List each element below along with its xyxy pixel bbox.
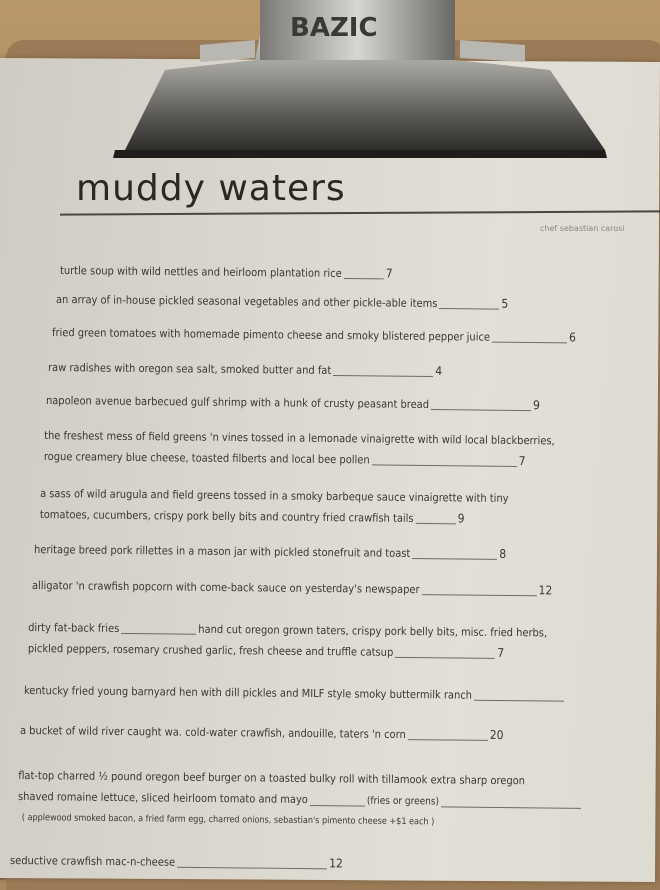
item-text: seductive crawfish mac-n-cheese bbox=[9, 854, 176, 869]
leader-dots bbox=[439, 308, 499, 310]
item-price: 9 bbox=[532, 398, 540, 413]
item-text: fried green tomatoes with homemade pimento cheese and smoky blistered pepper juice bbox=[51, 326, 491, 344]
item-price: 9 bbox=[457, 511, 465, 526]
item-price: 4 bbox=[435, 364, 443, 379]
item-note: (fries or greens) bbox=[366, 795, 440, 808]
menu-item bbox=[10, 850, 343, 874]
leader-dots bbox=[416, 523, 456, 524]
menu-item bbox=[60, 260, 393, 284]
leader-dots bbox=[412, 558, 497, 560]
clip-brand-text: BAZIC bbox=[290, 13, 378, 43]
menu-item bbox=[18, 765, 584, 835]
leader-dots bbox=[333, 375, 433, 377]
item-price: 20 bbox=[489, 727, 504, 743]
menu-item bbox=[28, 617, 547, 664]
leader-dots bbox=[431, 409, 531, 411]
leader-dots bbox=[344, 278, 384, 279]
item-text: tomatoes, cucumbers, crispy pork belly bits and country fried crawfish tails bbox=[39, 507, 414, 525]
item-text: heritage breed pork rillettes in a mason jar with pickled stonefruit and toast bbox=[33, 543, 411, 560]
leader-dots bbox=[310, 805, 365, 807]
menu-title: muddy waters bbox=[76, 168, 346, 209]
item-text: hand cut oregon grown taters, crispy pork belly bits, misc. fried herbs, bbox=[198, 622, 548, 640]
item-text: napoleon avenue barbecued gulf shrimp with a hunk of crusty peasant bread bbox=[45, 394, 430, 412]
leader-dots bbox=[422, 594, 537, 596]
item-price: 8 bbox=[499, 546, 507, 561]
binder-clip bbox=[105, 0, 610, 160]
leader-dots bbox=[121, 633, 196, 635]
menu-item bbox=[44, 425, 555, 472]
item-text: flat-top charred ½ pound oregon beef burger on a toasted bulky roll with tillamook extra sharp oregon bbox=[18, 769, 526, 788]
item-price: 12 bbox=[538, 583, 553, 598]
item-price: 7 bbox=[518, 453, 526, 469]
item-text: dirty fat-back fries bbox=[28, 621, 120, 635]
item-text: a bucket of wild river caught wa. cold-water crawfish, andouille, taters 'n corn bbox=[19, 724, 406, 742]
leader-dots bbox=[177, 867, 327, 870]
item-price: 5 bbox=[501, 296, 509, 311]
item-price: 12 bbox=[329, 856, 343, 871]
menu-item bbox=[40, 483, 509, 530]
leader-dots bbox=[474, 700, 564, 702]
item-text: raw radishes with oregon sea salt, smoked butter and fat bbox=[47, 361, 332, 377]
chef-credit: chef sebastian carosi bbox=[540, 224, 625, 233]
item-text: rogue creamery blue cheese, toasted filberts and local bee pollen bbox=[43, 449, 370, 467]
item-subnote: ( applewood smoked bacon, a fried farm egg, charred onions, sebastian's pimento cheese +$1 each ) bbox=[21, 813, 435, 828]
menu-item bbox=[48, 357, 442, 382]
item-text: an array of in-house pickled seasonal vegetables and other pickle-able items bbox=[55, 293, 438, 310]
leader-dots bbox=[492, 342, 567, 344]
item-text: turtle soup with wild nettles and heirloom plantation rice bbox=[59, 264, 342, 280]
item-text: alligator 'n crawfish popcorn with come-back sauce on yesterday's newspaper bbox=[31, 579, 420, 597]
item-text: kentucky fried young barnyard hen with dill pickles and MILF style smoky buttermilk ranch bbox=[23, 684, 473, 702]
item-text: pickled peppers, rosemary crushed garlic, fresh cheese and truffle catsup bbox=[27, 641, 394, 659]
item-price: 6 bbox=[568, 330, 576, 345]
item-price: 7 bbox=[497, 645, 505, 660]
leader-dots bbox=[408, 739, 488, 741]
item-text: the freshest mess of field greens 'n vines tossed in a lemonade vinaigrette with wild local blackberries, bbox=[44, 429, 555, 448]
leader-dots bbox=[395, 657, 495, 659]
item-text: a sass of wild arugula and field greens tossed in a smoky barbeque sauce vinaigrette with tiny bbox=[40, 487, 509, 505]
item-text: shaved romaine lettuce, sliced heirloom tomato and mayo bbox=[17, 790, 308, 807]
leader-dots bbox=[372, 464, 517, 467]
leader-dots bbox=[441, 806, 581, 808]
item-price: 7 bbox=[385, 266, 393, 281]
